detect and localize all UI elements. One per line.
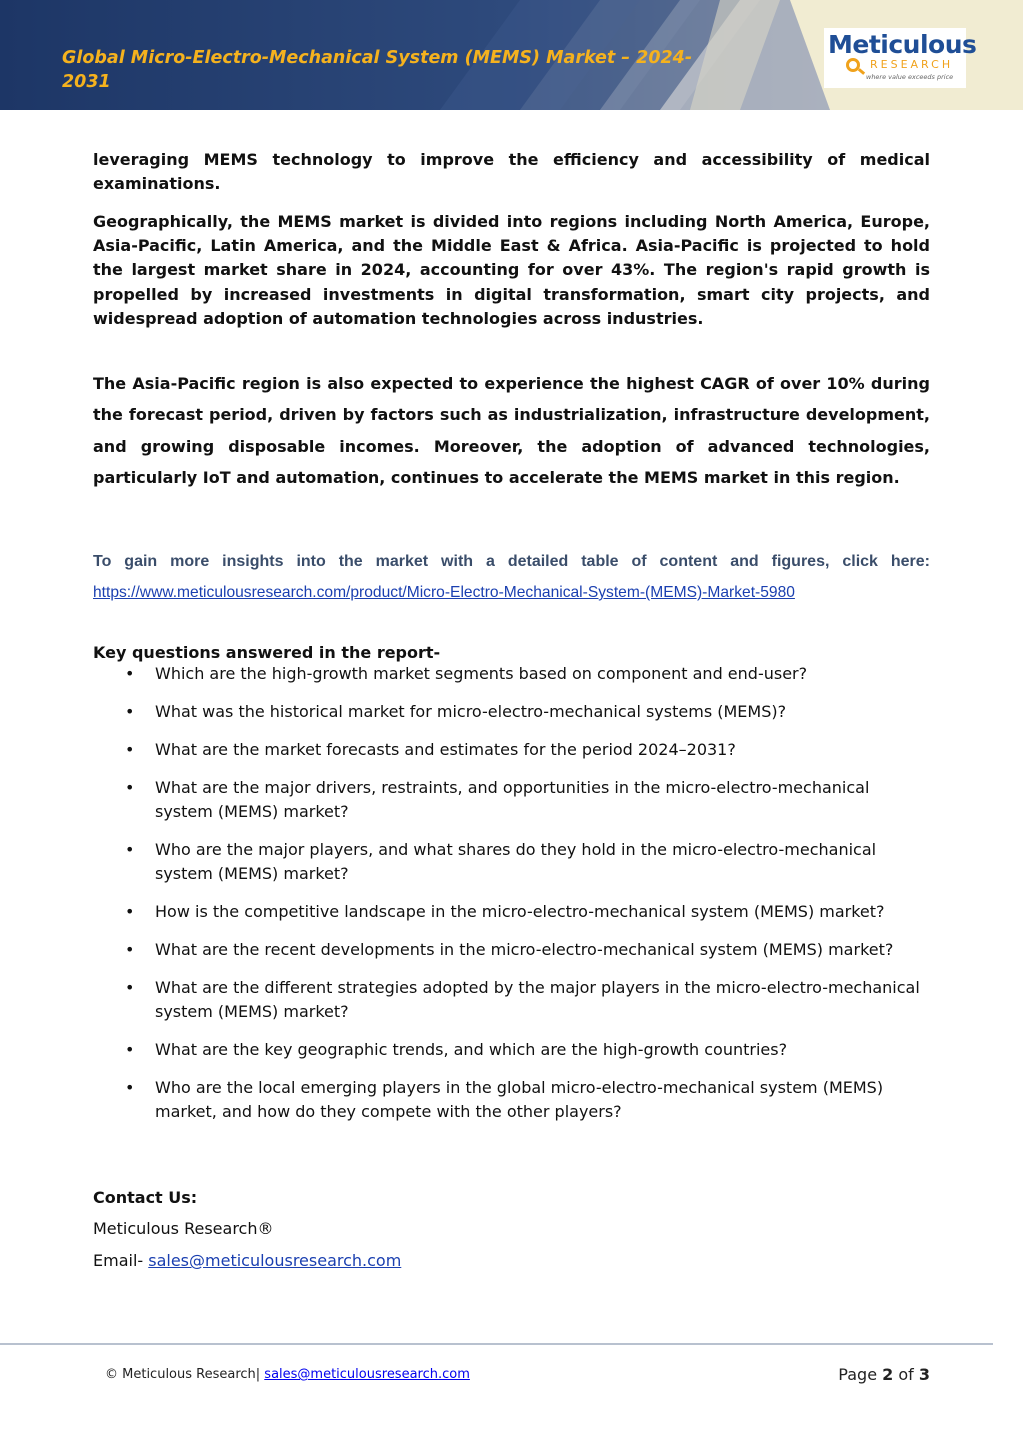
contact-email-line <box>93 1249 401 1273</box>
meticulous-logo <box>824 28 977 88</box>
magnifier-icon <box>846 58 860 72</box>
contact-heading: Contact Us: <box>93 1188 198 1207</box>
page-current: 2 <box>882 1365 894 1384</box>
page-number <box>838 1363 930 1387</box>
logo-tagline: where value exceeds price <box>866 73 954 81</box>
logo-sub: RESEARCH <box>870 58 954 71</box>
list-item: • What are the different strategies adopted by the major players in the micro-electro-mechanical system (MEMS) market? <box>93 976 930 1024</box>
key-questions-heading: Key questions answered in the report- <box>93 643 441 662</box>
footer-copyright <box>105 1366 470 1384</box>
email-label: Email- <box>93 1251 149 1270</box>
list-item: • Who are the major players, and what shares do they hold in the micro-electro-mechanical system (MEMS) market? <box>93 838 930 886</box>
paragraph-geography: Geographically, the MEMS market is divided into regions including North America, Europe, Asia-Pacific, Latin America, and the Middle East & Africa. Asia-Pacific is projected to hold the largest market share in 2024, accounting for over 43%. The region's rapid growth is propelled by increased investments in digital transformation, smart city projects, and widespread adoption of automation technologies across industries. <box>93 212 930 328</box>
list-item: • How is the competitive landscape in the micro-electro-mechanical system (MEMS) market? <box>93 900 930 924</box>
list-item: • What are the major drivers, restraints, and opportunities in the micro-electro-mechanical system (MEMS) market? <box>93 776 930 824</box>
page-total: 3 <box>918 1365 930 1384</box>
contact-email-link[interactable]: sales@meticulousresearch.com <box>148 1251 402 1270</box>
page-prefix: Page <box>838 1365 883 1384</box>
report-link[interactable]: https://www.meticulousresearch.com/product/Micro-Electro-Mechanical-System-(MEMS)-Market-5980 <box>93 584 795 601</box>
paragraph-medical: leveraging MEMS technology to improve the efficiency and accessibility of medical examinations. <box>93 150 930 194</box>
insight-callout: To gain more insights into the market with a detailed table of content and figures, click here: <box>93 553 930 570</box>
list-item: • What are the market forecasts and estimates for the period 2024–2031? <box>93 738 930 762</box>
contact-company: Meticulous Research® <box>93 1219 274 1238</box>
footer-divider <box>0 1343 993 1345</box>
list-item: • Who are the local emerging players in the global micro-electro-mechanical system (MEMS) market, and how do they compete with the other players? <box>93 1076 930 1124</box>
list-item: • What are the recent developments in the micro-electro-mechanical system (MEMS) market? <box>93 938 930 962</box>
list-item: • Which are the high-growth market segments based on component and end-user? <box>93 662 930 686</box>
header-banner <box>0 0 1023 110</box>
report-title: Global Micro-Electro-Mechanical System (MEMS) Market – 2024-2031 <box>62 48 693 92</box>
copyright-text: © Meticulous Research| <box>105 1367 265 1382</box>
logo-name: Meticulous <box>828 30 977 59</box>
key-questions-list <box>93 662 930 1138</box>
paragraph-asia-pacific: The Asia-Pacific region is also expected to experience the highest CAGR of over 10% during the forecast period, driven by factors such as industrialization, infrastructure development, and growing disposable incomes. Moreover, the adoption of advanced technologies, particularly IoT and automation, continues to accelerate the MEMS market in this region. <box>93 374 930 488</box>
list-item: • What are the key geographic trends, and which are the high-growth countries? <box>93 1038 930 1062</box>
list-item: • What was the historical market for micro-electro-mechanical systems (MEMS)? <box>93 700 930 724</box>
page-sep: of <box>893 1365 919 1384</box>
footer-email-link[interactable]: sales@meticulousresearch.com <box>264 1367 470 1382</box>
